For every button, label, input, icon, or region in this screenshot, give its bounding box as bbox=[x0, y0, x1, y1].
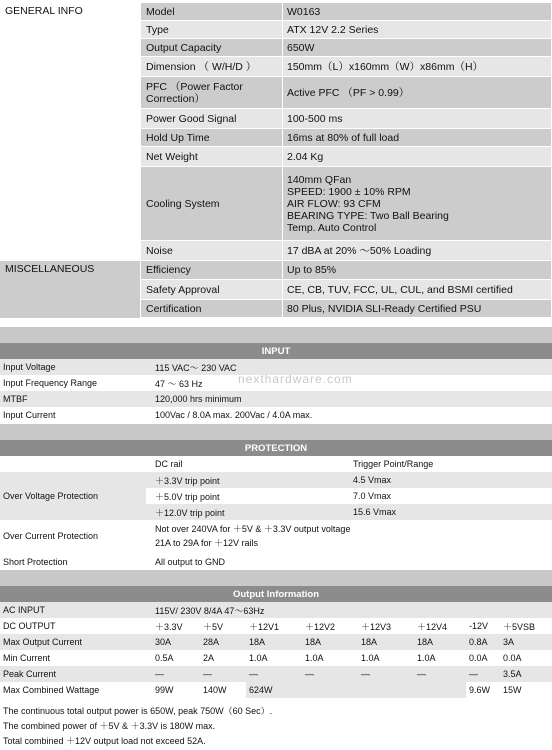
input-value: 115 VAC～ 230 VAC bbox=[155, 362, 237, 373]
rail-name: ＋12V3 bbox=[361, 621, 392, 632]
spec-label: Certification bbox=[141, 300, 283, 318]
peak-current-value: — bbox=[305, 669, 314, 679]
max-current-value: 18A bbox=[417, 637, 434, 647]
min-current-value: 0.5A bbox=[155, 653, 174, 663]
max-current-value: 18A bbox=[305, 637, 322, 647]
min-current-value: 1.0A bbox=[361, 653, 380, 663]
spec-label: Cooling System bbox=[141, 167, 283, 241]
input-label: Input Voltage bbox=[3, 362, 56, 372]
max-current-value: 28A bbox=[203, 637, 220, 647]
max-current-value: 18A bbox=[249, 637, 266, 647]
spec-label: Safety Approval bbox=[141, 280, 283, 300]
cooling-line: BEARING TYPE: Two Ball Bearing bbox=[287, 209, 449, 222]
peak-current-value: — bbox=[249, 669, 258, 679]
max-current-value: 18A bbox=[361, 637, 378, 647]
rail-name: -12V bbox=[469, 621, 489, 631]
spec-value: 650W bbox=[283, 39, 552, 57]
trigger-header: Trigger Point/Range bbox=[353, 459, 434, 469]
short-value: All output to GND bbox=[155, 557, 226, 567]
dc-rail-header: DC rail bbox=[155, 459, 183, 469]
section-divider bbox=[0, 327, 552, 343]
input-header: INPUT bbox=[0, 343, 552, 359]
min-current-value: 2A bbox=[203, 653, 215, 663]
cooling-line: SPEED: 1900 ± 10% RPM bbox=[287, 185, 411, 198]
peak-current-value: 3.5A bbox=[503, 669, 522, 679]
spec-label: Dimension （ W/H/D ） bbox=[141, 57, 283, 77]
peak-current-value: — bbox=[203, 669, 212, 679]
spec-label: Power Good Signal bbox=[141, 109, 283, 129]
ac-input-label: AC INPUT bbox=[3, 605, 46, 615]
rail-name: ＋3.3V bbox=[155, 621, 183, 632]
spec-value bbox=[283, 167, 552, 241]
ovp-trigger: 4.5 Vmax bbox=[353, 475, 392, 485]
spec-label: Model bbox=[141, 3, 283, 21]
protection-header: PROTECTION bbox=[0, 440, 552, 456]
rail-name: ＋12V2 bbox=[305, 621, 336, 632]
spec-label-line: PFC （Power Factor bbox=[146, 80, 243, 93]
cooling-line: 140mm QFan bbox=[287, 173, 352, 186]
min-current-label: Min Current bbox=[3, 653, 51, 663]
ovp-rail: ＋5.0V trip point bbox=[146, 488, 350, 504]
output-header: Output Information bbox=[0, 586, 552, 602]
category-general-info: GENERAL INFO bbox=[0, 3, 141, 261]
cooling-line: Temp. Auto Control bbox=[287, 221, 377, 234]
rail-name: ＋5V bbox=[203, 621, 224, 632]
general-info-table bbox=[0, 2, 552, 318]
rail-name: ＋12V1 bbox=[249, 621, 280, 632]
notes bbox=[3, 704, 272, 749]
section-divider bbox=[0, 424, 552, 440]
ac-input-value: 115V/ 230V 8/4A 47～63Hz bbox=[155, 605, 265, 616]
input-value: 100Vac / 8.0A max. 200Vac / 4.0A max. bbox=[155, 410, 313, 420]
combined-wattage-label: Max Combined Wattage bbox=[3, 685, 100, 695]
spec-value: 150mm（L）x160mm（W）x86mm（H） bbox=[283, 57, 552, 77]
spec-value: W0163 bbox=[283, 3, 552, 21]
combined-wattage-value: 15W bbox=[503, 685, 522, 695]
rail-name: ＋5VSB bbox=[503, 621, 536, 632]
ovp-trigger: 15.6 Vmax bbox=[353, 507, 397, 517]
spec-value: Active PFC （PF > 0.99） bbox=[283, 77, 552, 109]
output-table bbox=[0, 570, 552, 698]
spec-value: 2.04 Kg bbox=[283, 147, 552, 167]
ovp-label: Over Voltage Protection bbox=[0, 472, 146, 520]
spec-label: Noise bbox=[141, 241, 283, 261]
short-label: Short Protection bbox=[3, 557, 68, 567]
max-current-value: 0.8A bbox=[469, 637, 488, 647]
combined-wattage-value: 140W bbox=[203, 685, 227, 695]
input-label: MTBF bbox=[3, 394, 28, 404]
spec-value: 100-500 ms bbox=[283, 109, 552, 129]
peak-current-value: — bbox=[417, 669, 426, 679]
ocp-label: Over Current Protection bbox=[3, 531, 99, 541]
watermark: nexthardware.com bbox=[238, 372, 353, 386]
spec-value: ATX 12V 2.2 Series bbox=[283, 21, 552, 39]
protection-table bbox=[0, 424, 552, 572]
combined-wattage-value: 9.6W bbox=[469, 685, 491, 695]
spec-value: 16ms at 80% of full load bbox=[283, 129, 552, 147]
spec-value: 17 dBA at 20% ～50% Loading bbox=[283, 241, 552, 261]
input-value: 120,000 hrs minimum bbox=[155, 394, 242, 404]
min-current-value: 0.0A bbox=[503, 653, 522, 663]
ocp-line: 21A to 29A for ＋12V rails bbox=[155, 538, 259, 548]
spec-label: Net Weight bbox=[141, 147, 283, 167]
ocp-value bbox=[146, 520, 552, 552]
note-line: Total combined ＋12V output load not exceed 52A. bbox=[3, 736, 206, 746]
spec-label: Type bbox=[141, 21, 283, 39]
ocp-line: Not over 240VA for ＋5V & ＋3.3V output voltage bbox=[155, 524, 351, 534]
section-divider bbox=[0, 570, 552, 586]
peak-current-value: — bbox=[361, 669, 370, 679]
dc-output-label: DC OUTPUT bbox=[3, 621, 56, 631]
peak-current-value: — bbox=[469, 669, 478, 679]
input-value: 47 ～ 63 Hz bbox=[155, 378, 203, 389]
combined-wattage-value: 99W bbox=[155, 685, 174, 695]
spec-label: Efficiency bbox=[141, 261, 283, 280]
peak-current-label: Peak Current bbox=[3, 669, 57, 679]
note-line: The continuous total output power is 650W, peak 750W（60 Sec）. bbox=[3, 706, 273, 716]
max-current-value: 3A bbox=[503, 637, 515, 647]
peak-current-value: — bbox=[155, 669, 164, 679]
min-current-value: 0.0A bbox=[469, 653, 488, 663]
min-current-value: 1.0A bbox=[417, 653, 436, 663]
max-current-value: 30A bbox=[155, 637, 172, 647]
input-label: Input Current bbox=[3, 410, 56, 420]
category-miscellaneous: MISCELLANEOUS bbox=[0, 261, 141, 318]
spec-value: 80 Plus, NVIDIA SLI-Ready Certified PSU bbox=[283, 300, 552, 318]
spec-label-line: Correction） bbox=[146, 92, 205, 105]
spec-label: Output Capacity bbox=[141, 39, 283, 57]
rail-name: ＋12V4 bbox=[417, 621, 448, 632]
note-line: The combined power of ＋5V & ＋3.3V is 180W max. bbox=[3, 721, 216, 731]
min-current-value: 1.0A bbox=[305, 653, 324, 663]
cooling-line: AIR FLOW: 93 CFM bbox=[287, 197, 381, 210]
ovp-trigger: 7.0 Vmax bbox=[350, 488, 552, 504]
spec-value: Up to 85% bbox=[283, 261, 552, 280]
spec-label bbox=[141, 77, 283, 109]
max-current-label: Max Output Current bbox=[3, 637, 83, 647]
spec-label: Hold Up Time bbox=[141, 129, 283, 147]
ovp-rail: ＋3.3V trip point bbox=[155, 475, 220, 486]
min-current-value: 1.0A bbox=[249, 653, 268, 663]
combined-wattage-value: 624W bbox=[246, 682, 466, 698]
input-label: Input Frequency Range bbox=[3, 378, 98, 388]
ovp-rail: ＋12.0V trip point bbox=[155, 507, 225, 518]
spec-value: CE, CB, TUV, FCC, UL, CUL, and BSMI certified bbox=[283, 280, 552, 300]
